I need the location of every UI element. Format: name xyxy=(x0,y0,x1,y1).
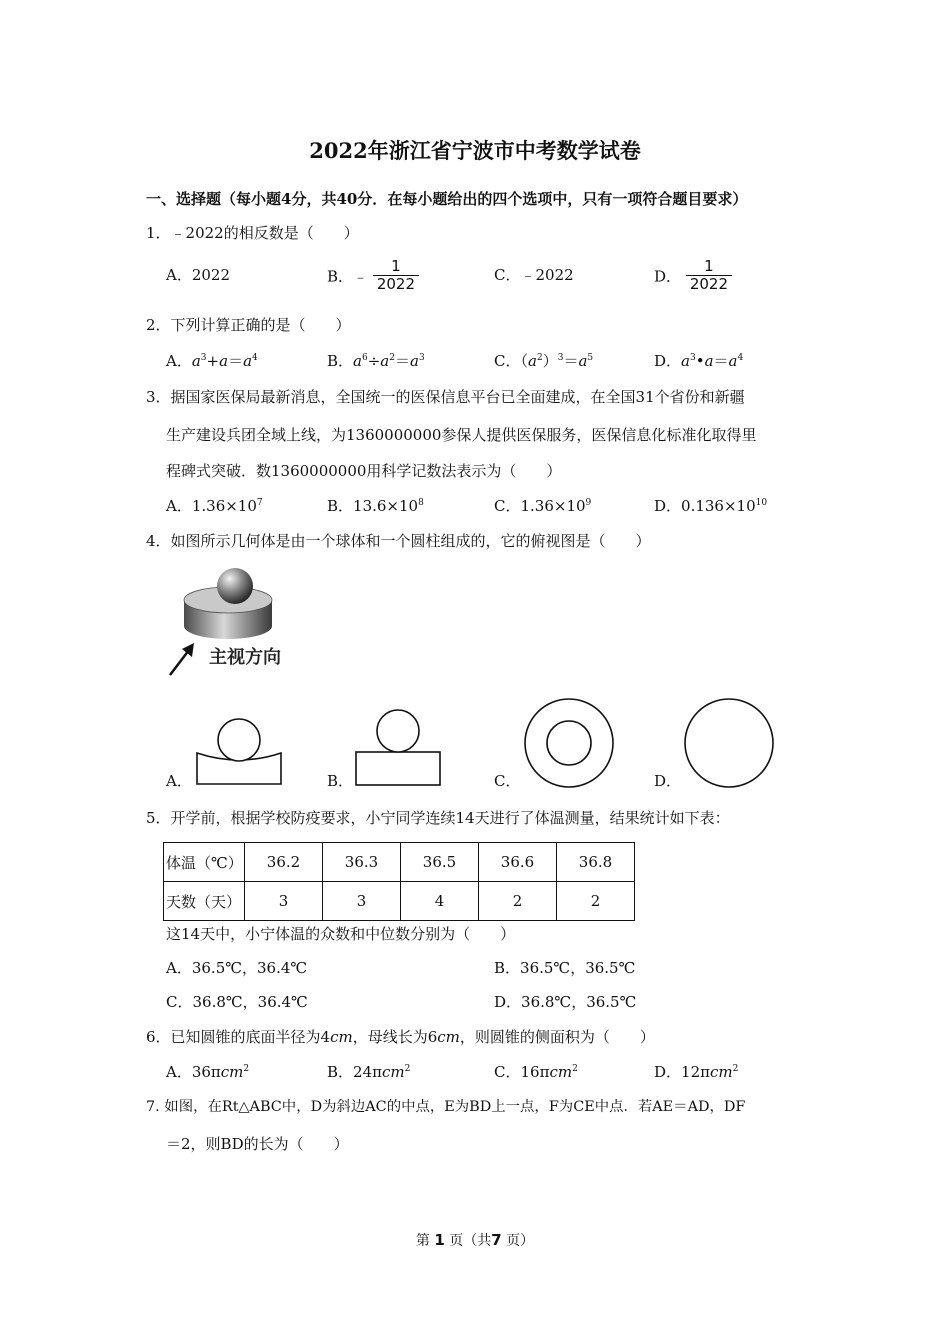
table-cell: 2 xyxy=(479,882,557,921)
table-cell: 36.2 xyxy=(245,843,323,882)
q5-option-b[interactable]: B．36.5℃，36.5℃ xyxy=(494,959,636,977)
table-header-cell: 体温（℃） xyxy=(164,843,245,882)
q5-option-a[interactable]: A．36.5℃，36.4℃ xyxy=(166,959,308,977)
q7-line-1: 7. 如图，在Rt△ABC中，D为斜边AC的中点，E为BD上一点，F为CE中点．若AE＝AD，DF xyxy=(146,1099,746,1115)
q2-option-a[interactable]: A．$a^3+a=a^4$ xyxy=(166,352,258,370)
option-text: A．36π xyxy=(166,1063,221,1081)
table-row xyxy=(164,843,635,882)
table-cell: 36.6 xyxy=(479,843,557,882)
page-footer xyxy=(0,1233,950,1248)
exponent: 8 xyxy=(418,498,424,508)
q5-option-c[interactable]: C．36.8℃，36.4℃ xyxy=(166,993,308,1011)
q2-stem: 2．下列计算正确的是（ ） xyxy=(146,316,351,334)
option-label: C． xyxy=(494,352,521,370)
option-text: D．12π xyxy=(654,1063,710,1081)
q2-option-d[interactable]: D．$a^3•a=a^4$ xyxy=(654,352,744,370)
option-text: B．13.6×10 xyxy=(327,497,419,515)
q3-line-2: 生产建设兵团全域上线，为1360000000参保人提供医保服务，医保信息化标准化取得里 xyxy=(166,426,757,444)
q6-option-c[interactable] xyxy=(494,1065,578,1080)
q3-option-c[interactable] xyxy=(494,499,591,514)
q1-option-d-label: D． xyxy=(654,267,682,286)
exponent: 2 xyxy=(243,1064,250,1074)
fraction-denominator: 2022 xyxy=(689,275,728,294)
page-number: 1 xyxy=(434,1231,445,1249)
q4-option-b-figure[interactable] xyxy=(354,709,442,787)
q4-option-c-label[interactable]: C． xyxy=(494,772,521,790)
table-cell: 4 xyxy=(401,882,479,921)
unit: cm xyxy=(220,1063,244,1081)
q1-option-a[interactable]: A．2022 xyxy=(166,266,231,284)
arrow-icon xyxy=(167,640,199,678)
option-text: A．1.36×10 xyxy=(166,497,257,515)
fraction-numerator: 1 xyxy=(686,258,732,276)
q4-option-d-label[interactable]: D． xyxy=(654,772,682,790)
q6-stem xyxy=(146,1030,655,1045)
table-cell: 3 xyxy=(323,882,401,921)
table-cell: 3 xyxy=(245,882,323,921)
unit: cm xyxy=(549,1063,573,1081)
q2-option-c[interactable]: C．$(a^2)^3=a^5$ xyxy=(494,352,594,370)
page-title: 2022年浙江省宁波市中考数学试卷 xyxy=(309,138,641,163)
exponent: 7 xyxy=(256,498,263,508)
table-cell: 36.5 xyxy=(401,843,479,882)
table-cell: 36.3 xyxy=(323,843,401,882)
sphere xyxy=(217,568,253,604)
q6-option-b[interactable] xyxy=(327,1065,410,1080)
option-text: C．16π xyxy=(494,1063,550,1081)
footer-text: 页） xyxy=(506,1233,535,1249)
table-cell: 36.8 xyxy=(557,843,635,882)
table-row xyxy=(164,882,635,921)
fraction-numerator: 1 xyxy=(373,258,419,276)
stem-text: 6．已知圆锥的底面半径为4 xyxy=(146,1028,331,1046)
q4-option-d-figure[interactable] xyxy=(683,697,775,789)
q1-option-c[interactable]: C．﹣2022 xyxy=(494,266,574,284)
q4-option-a-figure[interactable] xyxy=(195,713,283,785)
q1-fraction-b xyxy=(373,258,419,294)
q1-stem: 1．﹣2022的相反数是（ ） xyxy=(146,224,359,242)
exponent: 2 xyxy=(572,1064,578,1074)
q3-line-1: 3．据国家医保局最新消息，全国统一的医保信息平台已全面建成，在全国31个省份和新疆 xyxy=(146,388,745,406)
footer-text: 页（共 xyxy=(449,1233,492,1249)
option-label: A． xyxy=(166,352,192,370)
q6-option-d[interactable] xyxy=(654,1065,738,1080)
q5-question: 这14天中，小宁体温的众数和中位数分别为（ ） xyxy=(166,925,516,943)
q1-option-b-sign: ﹣ xyxy=(353,267,369,286)
unit: cm xyxy=(330,1028,353,1046)
q1-option-b[interactable] xyxy=(327,258,419,294)
option-text: D．0.136×10 xyxy=(654,497,756,515)
q7-line-2: ＝2，则BD的长为（ ） xyxy=(166,1135,349,1153)
option-text: C．1.36×10 xyxy=(494,497,586,515)
unit: cm xyxy=(709,1063,733,1081)
q1-fraction-d xyxy=(686,258,732,294)
exponent: 2 xyxy=(732,1064,739,1074)
unit: cm xyxy=(381,1063,405,1081)
option-label: D． xyxy=(654,352,682,370)
q4-option-b-label[interactable]: B． xyxy=(327,772,354,790)
fraction-denominator: 2022 xyxy=(376,275,416,294)
page-total: 7 xyxy=(491,1231,502,1249)
q4-option-c-figure[interactable] xyxy=(523,697,615,789)
q1-option-b-label: B． xyxy=(327,267,354,286)
q3-option-b[interactable] xyxy=(327,499,424,514)
section-heading: 一、选择题（每小题4分，共40分．在每小题给出的四个选项中，只有一项符合题目要求） xyxy=(146,190,748,208)
q3-option-d[interactable] xyxy=(654,499,767,514)
q1-option-d[interactable] xyxy=(654,258,732,294)
option-label: B． xyxy=(327,352,354,370)
q3-line-3: 程碑式突破．数1360000000用科学记数法表示为（ ） xyxy=(166,462,562,480)
q6-option-a[interactable] xyxy=(166,1065,249,1080)
stem-text: ，母线长为6 xyxy=(352,1028,438,1046)
q5-stem: 5．开学前，根据学校防疫要求，小宁同学连续14天进行了体温测量，结果统计如下表： xyxy=(146,809,730,827)
q2-option-b[interactable]: B．$a^6\div a^2=a^3$ xyxy=(327,352,425,370)
exponent: 9 xyxy=(585,498,592,508)
table-header-cell: 天数（天） xyxy=(164,882,245,921)
footer-text: 第 xyxy=(415,1233,430,1249)
unit: cm xyxy=(437,1028,460,1046)
view-direction-label: 主视方向 xyxy=(209,647,281,668)
table-cell: 2 xyxy=(557,882,635,921)
temperature-table xyxy=(163,842,635,921)
exponent: 10 xyxy=(755,498,768,508)
stem-text: ，则圆锥的侧面积为（ ） xyxy=(459,1028,655,1046)
exponent: 2 xyxy=(404,1064,411,1074)
option-text: B．24π xyxy=(327,1063,382,1081)
q3-option-a[interactable] xyxy=(166,499,263,514)
q4-option-a-label[interactable]: A． xyxy=(166,772,192,790)
q5-option-d[interactable]: D．36.8℃，36.5℃ xyxy=(494,993,637,1011)
q4-stem: 4．如图所示几何体是由一个球体和一个圆柱组成的，它的俯视图是（ ） xyxy=(146,532,651,550)
